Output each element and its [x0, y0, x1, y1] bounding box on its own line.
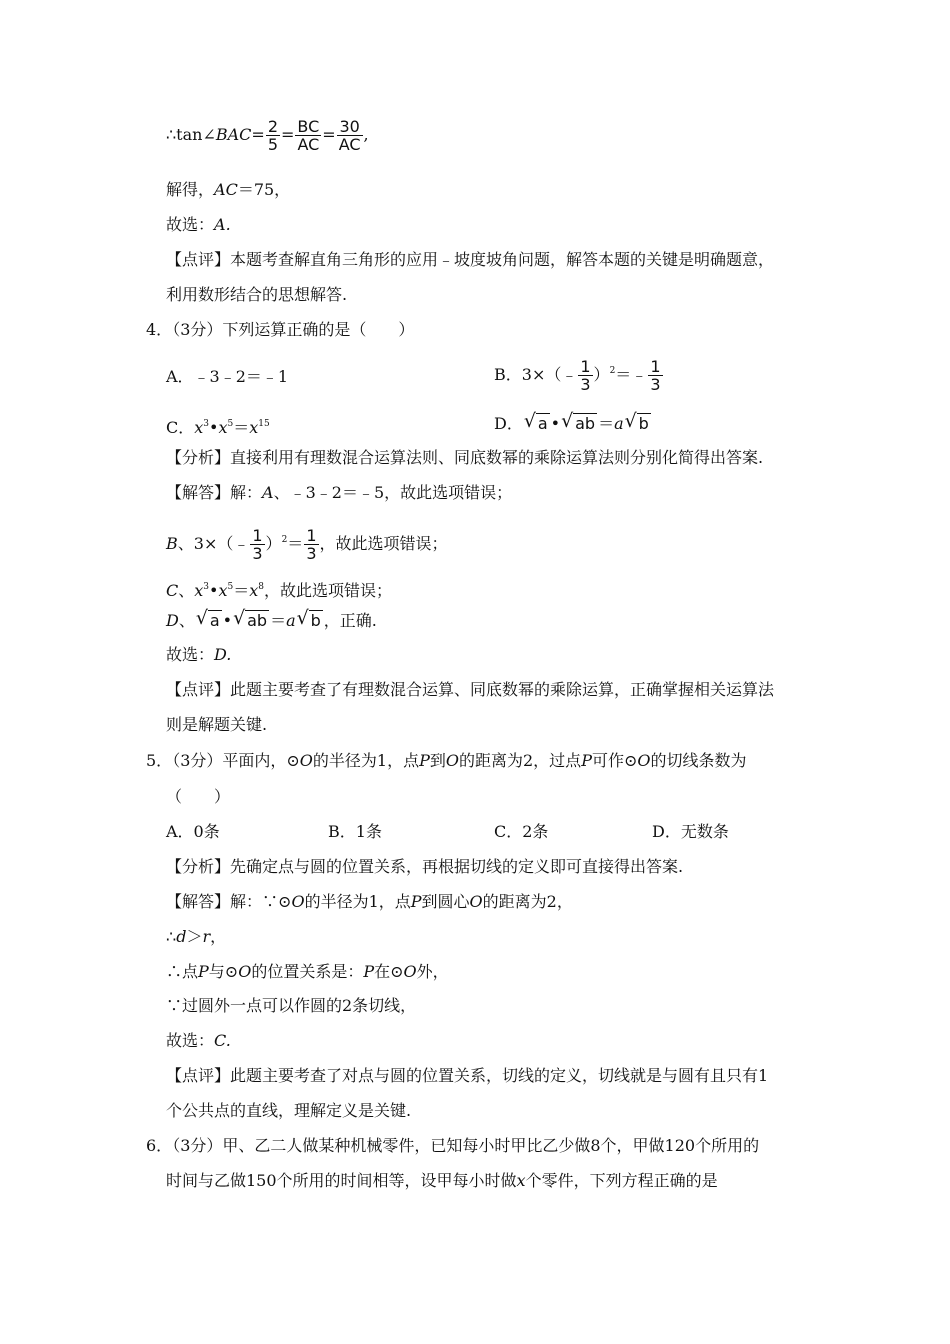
dot: •: [209, 581, 219, 600]
var-p: P: [363, 962, 375, 981]
analysis-label: 【分析】: [166, 857, 231, 876]
text: ∴: [166, 927, 177, 946]
comma: ,: [363, 125, 369, 144]
q5-answer-2: [166, 926, 226, 948]
q4-answer-b: [166, 527, 448, 562]
frac-num: 1: [650, 357, 661, 376]
q4-option-a: [166, 366, 288, 388]
text: ，正确.: [323, 611, 377, 630]
answer-label: 【解答】: [166, 892, 231, 911]
var: D: [166, 611, 179, 630]
equals: =: [322, 125, 336, 144]
option-text: D．无数条: [652, 822, 729, 841]
q6-stem-line1: [146, 1135, 759, 1157]
dot: •: [209, 418, 219, 437]
angle-var: BAC: [215, 125, 252, 144]
frac-den: AC: [297, 135, 320, 154]
text: 解：: [230, 483, 263, 502]
radicand: b: [638, 414, 649, 433]
text: ＞: [186, 927, 203, 946]
q5-option-a: [166, 821, 220, 843]
radicand: ab: [247, 611, 268, 630]
var-x: x: [194, 581, 204, 600]
text: （3分）平面内，⊙: [172, 751, 300, 770]
text: ∴点: [166, 962, 199, 981]
q5-stem-paren: [166, 786, 230, 808]
q5-option-b: [328, 821, 382, 843]
question-text: （3分）甲、乙二人做某种机械零件，已知每小时甲比乙少做8个，甲做120个所用的: [172, 1136, 760, 1155]
text: ，: [210, 927, 227, 946]
exponent: 15: [258, 419, 270, 429]
option-text: C．2条: [494, 822, 549, 841]
analysis-text: 直接利用有理数混合运算法则、同底数幂的乘除运算法则分别化简得出答案.: [230, 448, 764, 467]
frac-num: BC: [297, 117, 320, 136]
var-o: O: [403, 962, 417, 981]
dot: •: [222, 611, 233, 630]
exponent: 5: [227, 419, 234, 429]
text: 解：∵⊙: [230, 892, 292, 911]
var-x: x: [218, 581, 228, 600]
equals: ＝: [233, 581, 250, 600]
frac-den: 5: [267, 135, 279, 154]
text: 到圆心: [421, 892, 470, 911]
radical-sign: √: [523, 410, 536, 432]
answer: D.: [214, 645, 232, 664]
option-label: D．: [494, 414, 523, 433]
var-x: x: [194, 418, 204, 437]
var-x: x: [218, 418, 228, 437]
option-text: B．1条: [328, 822, 382, 841]
text: 故选：: [166, 645, 215, 664]
var-p: P: [410, 892, 422, 911]
text: 个零件，下列方程正确的是: [525, 1171, 718, 1190]
var-o: O: [637, 751, 651, 770]
answer: C.: [214, 1031, 231, 1050]
q5-option-d: [652, 821, 729, 843]
q4-answer-a: [166, 482, 512, 504]
frac-den: AC: [338, 135, 361, 154]
var-o: O: [299, 751, 313, 770]
text: ，故此选项错误；: [264, 581, 393, 600]
frac-num: 1: [580, 357, 591, 376]
var: A: [262, 483, 274, 502]
q4-option-d: [494, 410, 652, 435]
frac-den: 3: [306, 544, 317, 563]
option-label: C．: [166, 418, 195, 437]
comment-text: 此题主要考查了有理数混合运算、同底数幂的乘除运算，正确掌握相关运算法: [230, 680, 775, 699]
text: ）: [265, 534, 282, 553]
text: 在⊙: [374, 962, 404, 981]
comment-label: 【点评】: [166, 1066, 231, 1085]
text: （ ）: [166, 787, 231, 806]
comment-text: 个公共点的直线，理解定义是关键.: [166, 1101, 412, 1120]
q4-option-b: [494, 358, 664, 393]
text: 、: [178, 611, 195, 630]
radical-sign: √: [296, 607, 309, 629]
text: 的位置关系是：: [251, 962, 364, 981]
answer: A.: [214, 215, 231, 234]
sqrt-a: [523, 410, 550, 435]
var-o: O: [238, 962, 252, 981]
analysis-label: 【分析】: [166, 448, 231, 467]
sqrt-a: [195, 607, 222, 632]
text: 的半径为1，点: [304, 892, 411, 911]
coef-a: a: [286, 611, 296, 630]
question-text: （3分）下列运算正确的是（ ）: [172, 320, 415, 339]
dot: •: [550, 414, 561, 433]
comment-label: 【点评】: [166, 680, 231, 699]
equals: =: [251, 125, 265, 144]
frac-num: 30: [339, 117, 360, 136]
text: ＝75，: [237, 180, 291, 199]
radicand: ab: [575, 414, 596, 433]
sqrt-ab: [233, 607, 269, 632]
sqrt-ab: [561, 410, 597, 435]
fraction-1-3: [648, 358, 662, 393]
analysis-text: 先确定点与圆的位置关系，再根据切线的定义即可直接得出答案.: [230, 857, 684, 876]
coef-a: a: [614, 414, 624, 433]
equals: ＝: [287, 534, 304, 553]
q3-comment-line2: [166, 284, 347, 306]
text: 、: [178, 581, 195, 600]
q5-stem: [146, 750, 747, 772]
comment-text: 则是解题关键.: [166, 715, 268, 734]
q5-answer-4: [166, 995, 416, 1017]
fraction-1-3: [304, 527, 318, 562]
radical-sign: √: [233, 607, 246, 629]
answer-label: 【解答】: [166, 483, 231, 502]
q5-comment-line2: [166, 1100, 411, 1122]
var-x: x: [516, 1171, 526, 1190]
var-o: O: [445, 751, 459, 770]
option-text: A．﹣3﹣2＝﹣1: [166, 367, 289, 386]
q4-comment-line2: [166, 714, 267, 736]
exponent: 3: [203, 419, 210, 429]
q5-answer-1: [166, 891, 573, 913]
exponent: 2: [609, 366, 616, 376]
comment-text: 本题考查解直角三角形的应用﹣坡度坡角问题，解答本题的关键是明确题意，: [230, 250, 775, 269]
var-x: x: [249, 418, 259, 437]
q5-choose-line: [166, 1030, 231, 1052]
comment-label: 【点评】: [166, 250, 231, 269]
text: 可作⊙: [591, 751, 638, 770]
q5-analysis: [166, 856, 683, 878]
sqrt-b: [624, 410, 651, 435]
text: 到: [429, 751, 446, 770]
q4-answer-c: [166, 576, 392, 602]
tan-prefix: ∴tan∠: [166, 125, 216, 144]
var-d: d: [176, 927, 187, 946]
q5-answer-3: [166, 961, 449, 983]
var-p: P: [581, 751, 592, 770]
text: 故选：: [166, 1031, 215, 1050]
q4-choose-line: [166, 644, 231, 666]
q3-comment-line1: [166, 249, 774, 271]
equals: ＝: [598, 414, 615, 433]
text: 与⊙: [208, 962, 239, 981]
radicand: a: [537, 414, 548, 433]
text: 解得，: [166, 180, 215, 199]
var-p: P: [198, 962, 209, 981]
var: B: [166, 534, 178, 553]
var-o: O: [469, 892, 483, 911]
text: B．3×（﹣: [494, 365, 578, 384]
radical-sign: √: [561, 410, 574, 432]
comment-text: 利用数形结合的思想解答.: [166, 285, 348, 304]
text: 的距离为2，: [482, 892, 573, 911]
fraction-1-3: [578, 358, 592, 393]
fraction-bc-ac: [295, 118, 321, 153]
var-o: O: [291, 892, 305, 911]
comment-text: 此题主要考查了对点与圆的位置关系，切线的定义，切线就是与圆有且只有1: [230, 1066, 769, 1085]
q6-stem-line2: [166, 1170, 718, 1192]
q4-answer-d: [166, 607, 377, 632]
text: 的距离为2，过点: [459, 751, 582, 770]
radical-sign: √: [624, 410, 637, 432]
q3-tan-equation: [166, 118, 369, 153]
q4-comment-line1: [166, 679, 774, 701]
radical-sign: √: [195, 607, 208, 629]
question-number: 4．: [146, 320, 173, 339]
fraction-1-3: [250, 527, 264, 562]
sqrt-b: [296, 607, 323, 632]
text: ＝﹣: [615, 365, 648, 384]
question-number: 6．: [146, 1136, 173, 1155]
text: 故选：: [166, 215, 215, 234]
text: 的半径为1，点: [312, 751, 420, 770]
q4-stem: [146, 319, 414, 341]
q3-choose-line: [166, 214, 231, 236]
var-r: r: [202, 927, 211, 946]
exponent: 8: [258, 582, 265, 592]
var-x: x: [249, 581, 259, 600]
exponent: 5: [227, 582, 234, 592]
text: ∵过圆外一点可以作圆的2条切线，: [166, 996, 417, 1015]
text: 时间与乙做150个所用的时间相等，设甲每小时做: [166, 1171, 517, 1190]
fraction-2-5: [266, 118, 280, 153]
text: 、﹣3﹣2＝﹣5，故此选项错误；: [273, 483, 513, 502]
q5-option-c: [494, 821, 548, 843]
frac-den: 3: [252, 544, 263, 563]
text: 、3×（﹣: [177, 534, 250, 553]
q5-comment-line1: [166, 1065, 768, 1087]
option-text: A．0条: [166, 822, 220, 841]
q3-solve-line: [166, 179, 290, 201]
text: ）: [593, 365, 610, 384]
text: 的切线条数为: [650, 751, 747, 770]
radicand: b: [310, 611, 321, 630]
var-ac: AC: [214, 180, 238, 199]
radicand: a: [209, 611, 220, 630]
fraction-30-ac: [337, 118, 363, 153]
frac-den: 3: [650, 375, 661, 394]
equals: =: [281, 125, 295, 144]
var: C: [166, 581, 179, 600]
q4-analysis: [166, 447, 763, 469]
text: 外，: [416, 962, 449, 981]
equals: ＝: [233, 418, 250, 437]
frac-den: 3: [580, 375, 591, 394]
frac-num: 1: [306, 526, 317, 545]
q4-option-c: [166, 413, 270, 439]
exponent: 3: [203, 582, 210, 592]
frac-num: 2: [267, 117, 279, 136]
text: ，故此选项错误；: [319, 534, 448, 553]
var-p: P: [419, 751, 430, 770]
frac-num: 1: [252, 526, 263, 545]
equals: ＝: [270, 611, 287, 630]
question-number: 5．: [146, 751, 173, 770]
exponent: 2: [281, 535, 288, 545]
